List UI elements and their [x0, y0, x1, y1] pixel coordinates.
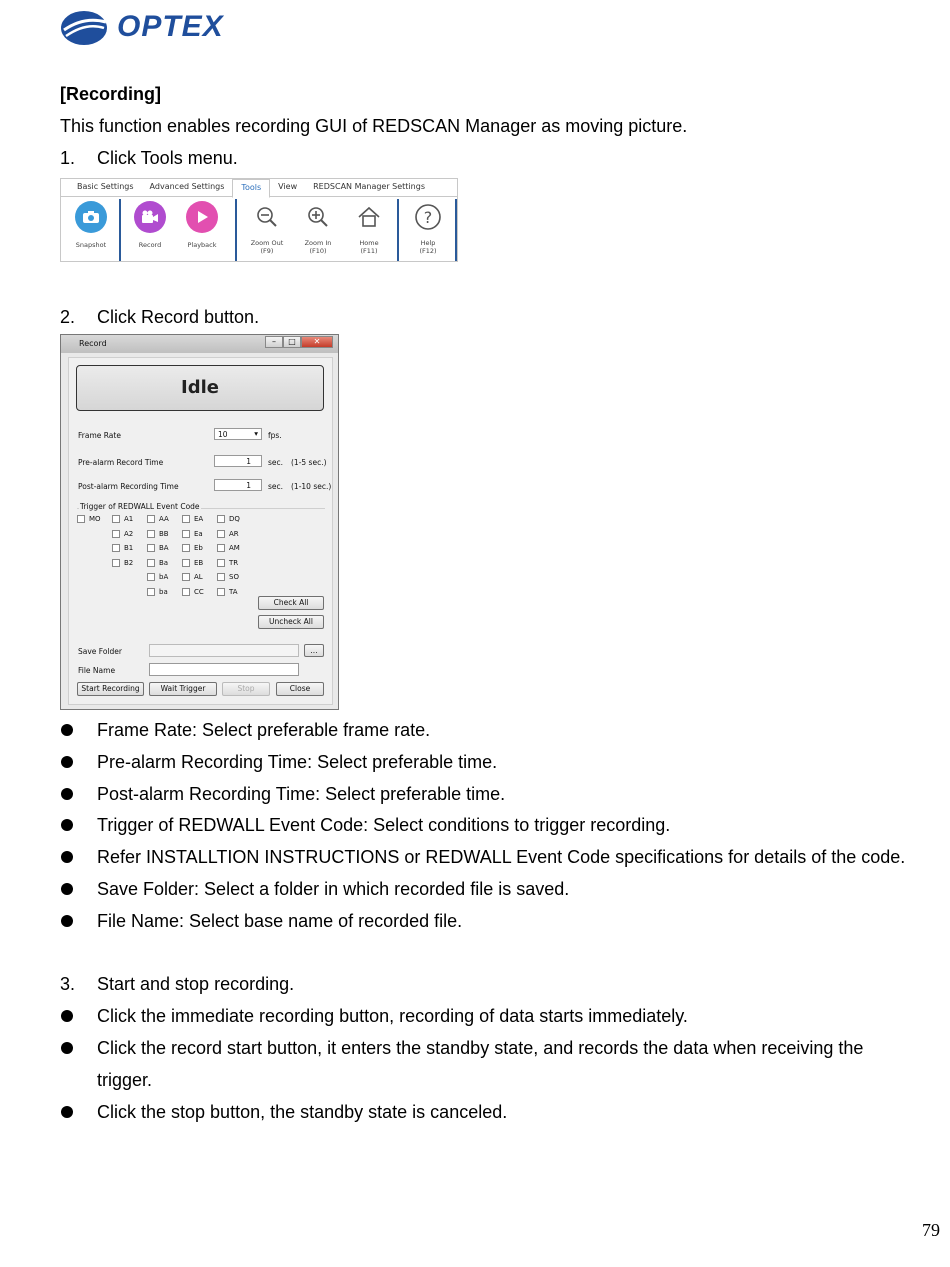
event-code-checkbox[interactable] — [112, 530, 133, 538]
playback-label: Playback — [187, 241, 217, 249]
section-heading: [Recording] — [60, 84, 161, 104]
zoom-in-button[interactable] — [294, 199, 342, 255]
save-folder-label: Save Folder — [78, 647, 122, 656]
record-button[interactable] — [126, 199, 174, 249]
event-code-label: Ea — [194, 529, 203, 538]
check-all-button[interactable]: Check All — [258, 596, 324, 610]
help-button[interactable] — [404, 199, 452, 255]
event-code-checkbox[interactable] — [147, 588, 168, 596]
browse-button[interactable]: ... — [304, 644, 324, 657]
event-code-checkbox[interactable] — [147, 530, 169, 538]
event-code-checkbox[interactable] — [112, 544, 133, 552]
event-code-label: BA — [159, 544, 169, 552]
event-code-label: A2 — [124, 529, 134, 538]
bullet-dot — [61, 915, 73, 927]
event-code-checkbox[interactable] — [182, 515, 203, 523]
event-code-label: AM — [229, 544, 240, 552]
zoom-in-icon — [302, 201, 334, 233]
record-label: Record — [138, 241, 162, 249]
bullet-dot — [61, 851, 73, 863]
bullet-text: Save Folder: Select a folder in which recorded file is saved. — [97, 879, 570, 899]
event-code-label: EA — [194, 515, 204, 523]
uncheck-all-button[interactable]: Uncheck All — [258, 615, 324, 629]
ribbon-separator — [119, 199, 121, 261]
help-icon — [412, 201, 444, 233]
event-code-label: bA — [159, 573, 169, 581]
step-number: 2. — [60, 307, 76, 327]
bullet-dot — [61, 788, 73, 800]
file-name-field[interactable] — [149, 663, 299, 676]
event-code-label: EB — [194, 558, 204, 567]
bullet-text: Click the stop button, the standby state is canceled. — [97, 1102, 508, 1122]
home-button[interactable] — [345, 199, 393, 255]
window-titlebar — [61, 335, 338, 353]
home-key: (F11) — [360, 247, 378, 255]
post-alarm-value: 1 — [246, 481, 251, 490]
checkbox-box[interactable] — [112, 559, 120, 567]
help-key: (F12) — [419, 247, 437, 255]
trigger-group-title: Trigger of REDWALL Event Code — [80, 502, 200, 511]
checkbox-box[interactable] — [77, 515, 85, 523]
post-alarm-unit: sec. — [268, 482, 284, 491]
event-code-label: TA — [229, 587, 238, 596]
bullet-text: Post-alarm Recording Time: Select preferable time. — [97, 783, 506, 804]
zoom-out-label: Zoom Out — [250, 239, 284, 247]
step-number: 3. — [60, 974, 76, 994]
event-code-checkbox[interactable] — [112, 559, 133, 567]
event-code-label: SO — [229, 573, 239, 581]
checkbox-box[interactable] — [147, 530, 155, 538]
camera-icon — [75, 201, 107, 233]
checkbox-box[interactable] — [182, 559, 190, 567]
event-code-label: B2 — [124, 558, 134, 567]
pre-alarm-unit: sec. — [268, 458, 284, 467]
event-code-label: Eb — [194, 544, 203, 552]
event-code-checkbox[interactable] — [112, 515, 133, 523]
playback-button[interactable] — [178, 199, 226, 249]
logo-emblem-icon — [60, 8, 110, 48]
event-code-checkbox[interactable] — [77, 515, 101, 523]
checkbox-box[interactable] — [182, 544, 190, 552]
event-code-checkbox[interactable] — [182, 559, 203, 567]
checkbox-box[interactable] — [182, 573, 190, 581]
event-code-checkbox[interactable] — [147, 573, 168, 581]
checkbox-box[interactable] — [112, 544, 120, 552]
event-code-label: AL — [194, 573, 203, 581]
bullet-text: Trigger of REDWALL Event Code: Select conditions to trigger recording. — [97, 815, 671, 836]
bullet-dot — [61, 1042, 73, 1054]
zoom-in-key: (F10) — [309, 247, 327, 255]
ribbon-separator — [235, 199, 237, 261]
bullet-dot — [61, 819, 73, 831]
event-code-checkbox[interactable] — [147, 559, 168, 567]
video-camera-icon — [134, 201, 166, 233]
event-code-checkbox[interactable] — [147, 544, 169, 552]
event-code-checkbox[interactable] — [217, 544, 240, 552]
event-code-label: A1 — [124, 515, 134, 523]
bullet-dot — [61, 1010, 73, 1022]
page-number: 79 — [922, 1220, 940, 1240]
bullet-dot — [61, 756, 73, 768]
tab-redscan-manager-settings[interactable]: REDSCAN Manager Settings — [313, 182, 425, 191]
bullet-dot — [61, 1106, 73, 1118]
window-close-button[interactable]: ✕ — [301, 336, 333, 348]
home-label: Home — [359, 239, 379, 247]
close-button[interactable]: Close — [276, 682, 324, 696]
event-code-label: B1 — [124, 544, 134, 552]
chevron-down-icon: ▾ — [254, 429, 258, 438]
intro-text: This function enables recording GUI of REDSCAN Manager as moving picture. — [60, 116, 688, 136]
tab-basic-settings[interactable]: Basic Settings — [77, 182, 134, 191]
bullet-text: File Name: Select base name of recorded file. — [97, 910, 463, 931]
pre-alarm-value: 1 — [246, 457, 251, 466]
checkbox-box[interactable] — [112, 530, 120, 538]
checkbox-box[interactable] — [147, 559, 155, 567]
step-text: Click Tools menu. — [97, 148, 238, 168]
bullet-text: Refer INSTALLTION INSTRUCTIONS or REDWALL Event Code specifications for details of the code. — [97, 847, 906, 868]
zoom-out-icon — [251, 201, 283, 233]
wait-trigger-button[interactable]: Wait Trigger — [149, 682, 217, 696]
step-text: Start and stop recording. — [97, 974, 295, 994]
event-code-checkbox[interactable] — [182, 530, 203, 538]
event-code-label: BB — [159, 529, 169, 538]
start-recording-button[interactable]: Start Recording — [77, 682, 144, 696]
zoom-out-key: (F9) — [260, 247, 274, 255]
frame-rate-unit: fps. — [268, 431, 282, 440]
bullet-text: Frame Rate: Select preferable frame rate. — [97, 720, 431, 740]
frame-rate-label: Frame Rate — [78, 431, 121, 440]
checkbox-box[interactable] — [217, 530, 225, 538]
post-alarm-label: Post-alarm Recording Time — [78, 482, 179, 491]
checkbox-box[interactable] — [217, 515, 225, 523]
tab-advanced-settings[interactable]: Advanced Settings — [149, 182, 225, 191]
event-code-label: CC — [194, 587, 204, 596]
checkbox-box[interactable] — [147, 515, 155, 523]
checkbox-box[interactable] — [217, 588, 225, 596]
help-label: Help — [420, 239, 436, 247]
ribbon-separator — [455, 199, 457, 261]
snapshot-button[interactable] — [67, 199, 115, 249]
tab-view[interactable]: View — [278, 182, 298, 191]
event-code-label: AR — [229, 529, 239, 538]
tools-ribbon — [60, 178, 458, 262]
checkbox-box[interactable] — [217, 544, 225, 552]
event-code-checkbox[interactable] — [182, 588, 204, 596]
event-code-checkbox[interactable] — [217, 515, 240, 523]
checkbox-box[interactable] — [147, 544, 155, 552]
tab-tools[interactable]: Tools — [232, 179, 270, 198]
bullet-dot — [61, 883, 73, 895]
step-text: Click Record button. — [97, 307, 260, 327]
zoom-in-label: Zoom In — [304, 239, 332, 247]
checkbox-box[interactable] — [217, 573, 225, 581]
event-code-checkbox[interactable] — [217, 530, 239, 538]
checkbox-box[interactable] — [112, 515, 120, 523]
event-code-label: MO — [89, 515, 101, 523]
checkbox-box[interactable] — [147, 573, 155, 581]
event-code-checkbox[interactable] — [182, 544, 203, 552]
record-window — [60, 334, 339, 710]
checkbox-box[interactable] — [182, 515, 190, 523]
checkbox-box[interactable] — [147, 588, 155, 596]
record-panel — [68, 357, 333, 705]
recording-status: Idle — [76, 365, 324, 411]
checkbox-box[interactable] — [182, 530, 190, 538]
event-code-label: ba — [159, 587, 168, 596]
event-code-label: Ba — [159, 558, 169, 567]
event-code-label: TR — [229, 558, 239, 567]
event-code-label: AA — [159, 515, 169, 523]
svg-text:?: ? — [423, 208, 433, 227]
event-code-label: DQ — [229, 515, 240, 523]
minimize-button[interactable]: – — [265, 336, 283, 348]
ribbon-tabs — [61, 179, 457, 197]
bullet-text-continued: trigger. — [97, 1070, 153, 1090]
frame-rate-value: 10 — [218, 430, 228, 439]
event-code-checkbox[interactable] — [217, 573, 239, 581]
post-alarm-range: (1-10 sec.) — [291, 482, 332, 491]
ribbon-separator — [397, 199, 399, 261]
event-code-checkbox[interactable] — [217, 588, 238, 596]
step-number: 1. — [60, 148, 76, 168]
save-folder-field[interactable] — [149, 644, 299, 657]
home-icon — [353, 201, 385, 233]
snapshot-label: Snapshot — [75, 241, 107, 249]
frame-rate-select[interactable] — [214, 428, 262, 440]
stop-button[interactable]: Stop — [222, 682, 270, 696]
event-code-checkbox[interactable] — [182, 573, 203, 581]
event-code-checkbox[interactable] — [147, 515, 169, 523]
maximize-button[interactable]: □ — [283, 336, 301, 348]
bullet-text: Click the record start button, it enters the standby state, and records the data when receiving the — [97, 1038, 864, 1058]
post-alarm-stepper[interactable] — [214, 479, 262, 491]
bullet-dot — [61, 724, 73, 736]
bullet-text: Pre-alarm Recording Time: Select preferable time. — [97, 751, 498, 772]
bullet-text: Click the immediate recording button, recording of data starts immediately. — [97, 1006, 688, 1026]
event-code-checkbox[interactable] — [217, 559, 238, 567]
file-name-label: File Name — [78, 666, 116, 675]
pre-alarm-label: Pre-alarm Record Time — [78, 458, 164, 467]
checkbox-box[interactable] — [217, 559, 225, 567]
play-icon — [186, 201, 218, 233]
checkbox-box[interactable] — [182, 588, 190, 596]
logo-text: OPTEX — [117, 10, 224, 43]
zoom-out-button[interactable] — [243, 199, 291, 255]
window-title: Record — [79, 339, 107, 348]
pre-alarm-range: (1-5 sec.) — [291, 458, 327, 467]
pre-alarm-stepper[interactable] — [214, 455, 262, 467]
optex-logo — [60, 8, 240, 48]
